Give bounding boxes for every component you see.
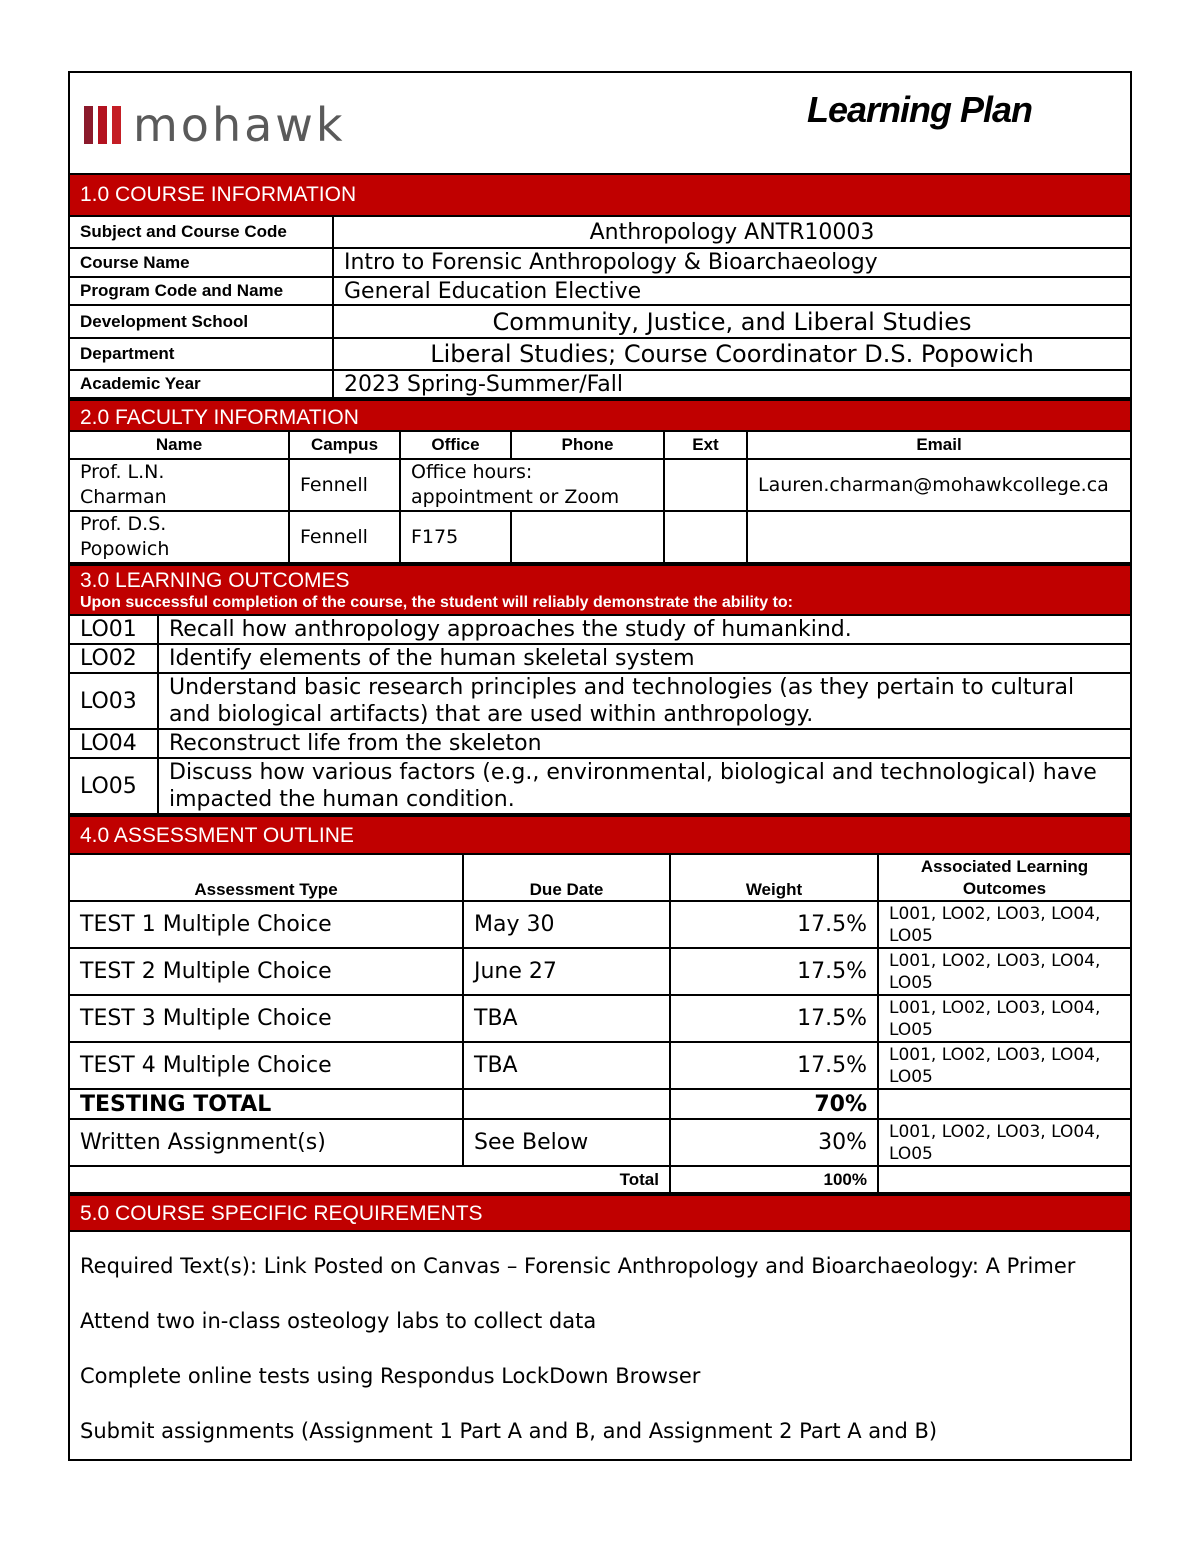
- learning-plan-document: [68, 71, 1132, 1461]
- table-row: [70, 948, 1130, 995]
- assessment-due-date: TBA: [463, 995, 670, 1042]
- assessment-weight: 17.5%: [670, 948, 878, 995]
- field-label: Department: [70, 338, 333, 370]
- section-heading-assessment-outline: 4.0 ASSESSMENT OUTLINE: [70, 815, 1130, 855]
- logo-wordmark: mohawk: [133, 98, 346, 152]
- assessment-weight: 30%: [670, 1119, 878, 1166]
- outcome-code: LO01: [70, 616, 158, 644]
- column-header: Due Date: [463, 855, 670, 901]
- section-subtitle: Upon successful completion of the course, the student will reliably demonstrate the ability to:: [80, 594, 793, 611]
- field-label: Development School: [70, 305, 333, 338]
- field-value: General Education Elective: [333, 277, 1130, 305]
- field-label: Subject and Course Code: [70, 217, 333, 248]
- total-label: Total: [70, 1166, 670, 1193]
- requirement-item: Attend two in-class osteology labs to collect data: [80, 1309, 597, 1333]
- course-requirements-list: [70, 1232, 1130, 1445]
- section-heading-learning-outcomes: [70, 564, 1130, 616]
- section-heading-course-information: 1.0 COURSE INFORMATION: [70, 175, 1130, 217]
- outcome-text: Reconstruct life from the skeleton: [158, 729, 1130, 758]
- table-row: [70, 370, 1130, 398]
- logo-bar: [112, 106, 121, 144]
- table-row: [70, 616, 1130, 644]
- assessment-type: TEST 3 Multiple Choice: [70, 995, 463, 1042]
- outcome-text: Identify elements of the human skeletal system: [158, 644, 1130, 673]
- testing-total-weight: 70%: [670, 1089, 878, 1119]
- faculty-ext: [664, 511, 747, 563]
- assessment-type: TEST 4 Multiple Choice: [70, 1042, 463, 1089]
- faculty-name: Prof. L.N. Charman: [70, 459, 289, 511]
- outcome-text: Recall how anthropology approaches the study of humankind.: [158, 616, 1130, 644]
- table-header-row: [70, 432, 1130, 459]
- section-heading-course-requirements: 5.0 COURSE SPECIFIC REQUIREMENTS: [70, 1194, 1130, 1232]
- field-value: Intro to Forensic Anthropology & Bioarchaeology: [333, 248, 1130, 277]
- column-header: Campus: [289, 432, 400, 459]
- assessment-due-date: June 27: [463, 948, 670, 995]
- table-row: [70, 338, 1130, 370]
- assessment-outline-table: [70, 855, 1130, 1194]
- faculty-information-table: [70, 432, 1130, 564]
- column-header: Phone: [511, 432, 664, 459]
- assessment-weight: 17.5%: [670, 901, 878, 948]
- field-value: Liberal Studies; Course Coordinator D.S. Popowich: [333, 338, 1130, 370]
- learning-outcomes-table: [70, 616, 1130, 815]
- empty-cell: [878, 1089, 1130, 1119]
- assessment-outcomes: L001, LO02, LO03, LO04, LO05: [878, 1119, 1130, 1166]
- faculty-campus: Fennell: [289, 459, 400, 511]
- faculty-ext: [664, 459, 747, 511]
- table-row: [70, 644, 1130, 673]
- field-value: Anthropology ANTR10003: [333, 217, 1130, 248]
- assessment-outcomes: L001, LO02, LO03, LO04, LO05: [878, 995, 1130, 1042]
- field-label: Course Name: [70, 248, 333, 277]
- table-row: [70, 1042, 1130, 1089]
- requirement-item: Required Text(s): Link Posted on Canvas – Forensic Anthropology and Bioarchaeology: A Primer: [80, 1254, 1076, 1278]
- assessment-outcomes: L001, LO02, LO03, LO04, LO05: [878, 948, 1130, 995]
- requirement-item: Complete online tests using Respondus LockDown Browser: [80, 1364, 701, 1388]
- assessment-due-date: May 30: [463, 901, 670, 948]
- testing-total-label: TESTING TOTAL: [70, 1089, 463, 1119]
- outcome-code: LO05: [70, 758, 158, 814]
- column-header: Ext: [664, 432, 747, 459]
- faculty-name: Prof. D.S. Popowich: [70, 511, 289, 563]
- total-weight: 100%: [670, 1166, 878, 1193]
- outcome-text: Discuss how various factors (e.g., environmental, biological and technological) have impacted the human condition.: [158, 758, 1130, 814]
- requirement-item: Submit assignments (Assignment 1 Part A and B, and Assignment 2 Part A and B): [80, 1419, 938, 1443]
- assessment-weight: 17.5%: [670, 995, 878, 1042]
- table-row: [70, 1119, 1130, 1166]
- empty-cell: [878, 1166, 1130, 1193]
- table-row: [70, 217, 1130, 248]
- faculty-phone: [511, 511, 664, 563]
- assessment-type: TEST 1 Multiple Choice: [70, 901, 463, 948]
- assessment-weight: 17.5%: [670, 1042, 878, 1089]
- column-header: Name: [70, 432, 289, 459]
- field-label: Program Code and Name: [70, 277, 333, 305]
- page-title: Learning Plan: [806, 89, 1032, 130]
- logo-bar: [98, 106, 107, 144]
- section-heading-faculty-information: 2.0 FACULTY INFORMATION: [70, 399, 1130, 432]
- assessment-outcomes: L001, LO02, LO03, LO04, LO05: [878, 901, 1130, 948]
- empty-cell: [463, 1089, 670, 1119]
- assessment-type: Written Assignment(s): [70, 1119, 463, 1166]
- assessment-due-date: See Below: [463, 1119, 670, 1166]
- table-row: [70, 511, 1130, 563]
- outcome-code: LO02: [70, 644, 158, 673]
- logo-bars-icon: [84, 106, 121, 144]
- outcome-code: LO04: [70, 729, 158, 758]
- column-header: Office: [400, 432, 511, 459]
- table-row: [70, 901, 1130, 948]
- table-row: [70, 758, 1130, 814]
- table-row: [70, 277, 1130, 305]
- faculty-email: [747, 511, 1130, 563]
- section-title: 3.0 LEARNING OUTCOMES: [80, 569, 350, 592]
- column-header: Associated Learning Outcomes: [878, 855, 1130, 901]
- column-header: Email: [747, 432, 1130, 459]
- table-row: [70, 673, 1130, 729]
- field-value: 2023 Spring-Summer/Fall: [333, 370, 1130, 398]
- column-header: Assessment Type: [70, 855, 463, 901]
- total-row: [70, 1166, 1130, 1193]
- field-value: Community, Justice, and Liberal Studies: [333, 305, 1130, 338]
- table-row: [70, 305, 1130, 338]
- table-row: [70, 729, 1130, 758]
- table-row: [70, 459, 1130, 511]
- logo-bar: [84, 106, 93, 144]
- faculty-office: F175: [400, 511, 511, 563]
- document-header: [70, 73, 1130, 175]
- faculty-campus: Fennell: [289, 511, 400, 563]
- table-header-row: [70, 855, 1130, 901]
- faculty-email[interactable]: Lauren.charman@mohawkcollege.ca: [747, 459, 1130, 511]
- assessment-due-date: TBA: [463, 1042, 670, 1089]
- testing-total-row: [70, 1089, 1130, 1119]
- outcome-text: Understand basic research principles and technologies (as they pertain to cultural and biological artifacts) that are used within anthropology.: [158, 673, 1130, 729]
- assessment-type: TEST 2 Multiple Choice: [70, 948, 463, 995]
- faculty-office: Office hours: appointment or Zoom: [400, 459, 664, 511]
- assessment-outcomes: L001, LO02, LO03, LO04, LO05: [878, 1042, 1130, 1089]
- table-row: [70, 248, 1130, 277]
- field-label: Academic Year: [70, 370, 333, 398]
- mohawk-logo: [84, 98, 346, 152]
- outcome-code: LO03: [70, 673, 158, 729]
- column-header: Weight: [670, 855, 878, 901]
- course-information-table: [70, 217, 1130, 399]
- table-row: [70, 995, 1130, 1042]
